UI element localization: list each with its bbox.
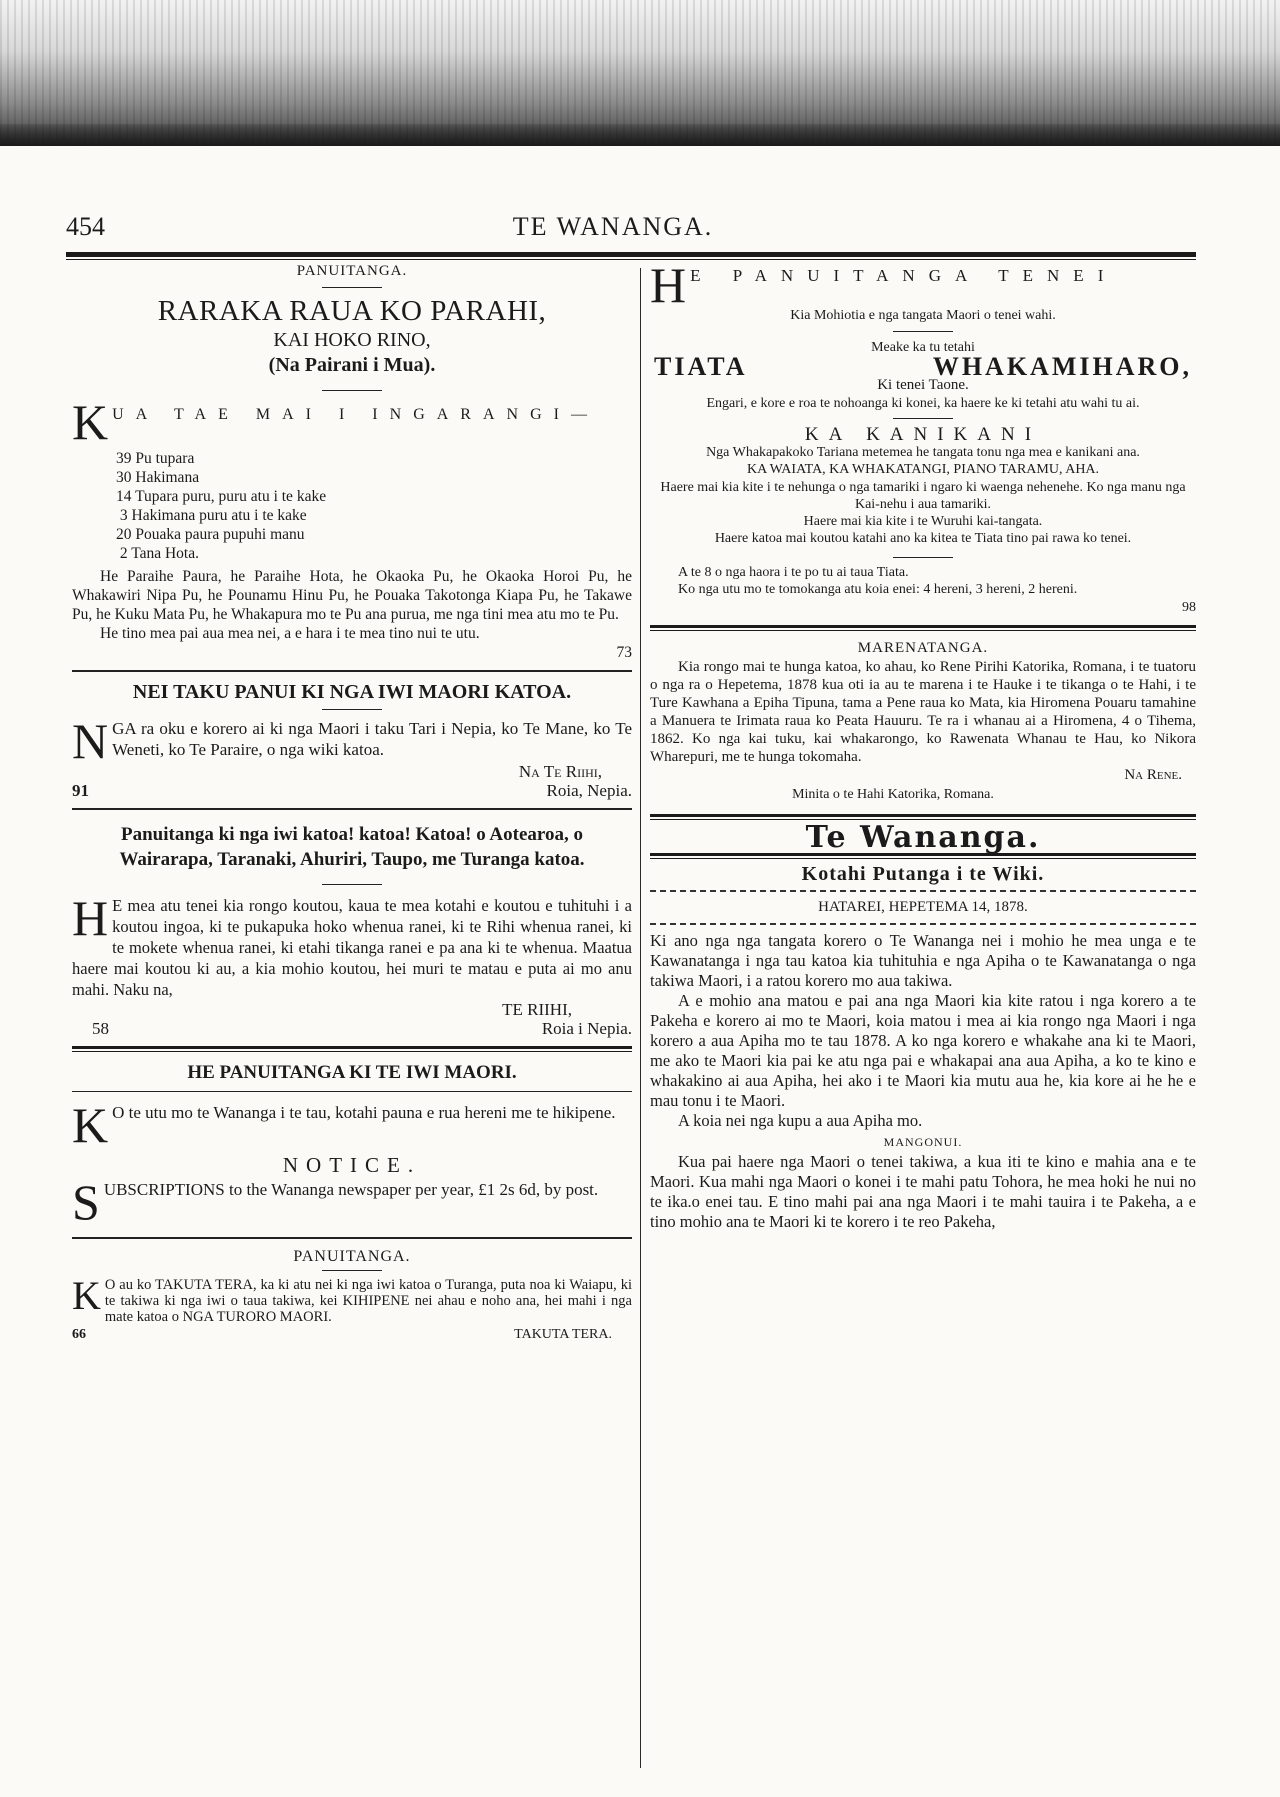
advert-closing: He tino mea pai aua mea nei, a e hara i te mea tino nui te utu.: [100, 625, 480, 642]
advert-line: KA WAIATA, KA WHAKATANGI, PIANO TARAMU, AHA.: [746, 462, 1100, 477]
drop-cap: K: [72, 1102, 109, 1146]
advert-title: Panuitanga ki nga iwi katoa! katoa! Katoa! o Aotearoa, o Wairarapa, Taranaki, Ahuriri, Taupo, me Turanga katoa.: [119, 824, 585, 870]
advert-body: E mea atu tenei kia rongo koutou, kaua te mea kotahi e koutou e tuhituhi i a koutou ingoa, ki te pukapuka hoko whenua ranei, ki te Rihi whenua ranei, ki te mokete whenua ranei, ki etahi tikanga ranei e pa ana ki te whenua. Maatua haere mai koutou ki au, a kia mohio koutou, hei muri te matau e puta ai mo anu mahi. Naku na,: [72, 896, 632, 999]
he-panuitanga-advert: [72, 1060, 632, 1146]
editorial-paragraph: Kua pai haere nga Maori o tenei takiwa, a kua iti te kino e mahia ana e te Maori. Kua mahi nga Maori o konei i te mahi patu Tohora, he mea hoki he nui no te ika.o enei tau. E tino mahi pai ana nga Maori i te mahi tauira i te Pakeha, a e tino mohio ana te Maori ki te korero i te reo Pakeha,: [650, 1152, 1196, 1231]
advert-body: GA ra oku e korero ai ki nga Maori i taku Tari i Nepia, ko Te Mane, ko Te Weneti, ko Te Paraire, o nga wiki katoa.: [112, 719, 632, 759]
advert-body: UBSCRIPTIONS to the Wananga newspaper per year, £1 2s 6d, by post.: [103, 1180, 599, 1199]
advert-number: 98: [1182, 600, 1196, 615]
newspaper-title: TE WANANGA.: [512, 212, 714, 241]
advert-number: 66: [72, 1327, 86, 1342]
advert-title: RARAKA RAUA KO PARAHI,: [157, 295, 547, 327]
drop-cap: H: [650, 262, 687, 306]
advert-number: 73: [616, 644, 632, 661]
notice-advert: [72, 1153, 632, 1223]
nei-taku-advert: [72, 680, 632, 800]
section-heading: MANGONUI.: [883, 1135, 963, 1149]
marenatanga-notice: [650, 639, 1196, 804]
advert-lead: E PANUITANGA TENEI: [690, 266, 1118, 285]
raraka-advert: [72, 262, 632, 662]
advert-body: He Paraihe Paura, he Paraihe Hota, he Okaoka Pu, he Okaoka Horoi Pu, he Whakawiri Nipa Pu, he Pounamu Hinu Pu, he Pouaka Takotonga Kiapa Pu, he Takawe Pu, he Kuku Mata Pu, he Whakapura mo te Pu ana purua, me nga tini mea atu mo te Pu.: [72, 568, 632, 623]
list-item: 30 Hakimana: [116, 469, 200, 486]
list-item: 3 Hakimana puru atu i te kake: [116, 507, 307, 524]
tiata-advert: [650, 262, 1196, 617]
advert-place: Roia i Nepia.: [541, 1019, 632, 1038]
header-rule: [66, 252, 1196, 257]
whakamiharo-word: WHAKAMIHARO,: [932, 352, 1192, 381]
page-header: [66, 212, 1160, 248]
masthead-subtitle: Kotahi Putanga i te Wiki.: [801, 863, 1045, 885]
editorial-paragraph: Ki ano nga nga tangata korero o Te Wananga nei i mohio he mea unga e te Kawanatanga i nga tau katoa kia tuhituhia e nga Apiha o te Kawanatanga o nga takiwa Maori, i a ratou korero mo aua takiwa.: [650, 931, 1196, 990]
stock-list: [116, 449, 632, 563]
takuta-advert: [72, 1247, 632, 1344]
advert-line: Nga Whakapakoko Tariana metemea he tangata tonu nga mea e kanikani ana.: [706, 445, 1140, 460]
drop-cap: K: [72, 399, 109, 443]
kanikani-heading: KA KANIKANI: [804, 424, 1042, 445]
tiata-word: TIATA: [654, 352, 748, 381]
issue-date: HATAREI, HEPETEMA 14, 1878.: [818, 899, 1028, 915]
advert-line: Haere mai kia kite i te Wuruhi kai-tangata.: [803, 514, 1043, 529]
notice-footer: Minita o te Hahi Katorika, Romana.: [792, 787, 994, 802]
editorial-paragraph: A e mohio ana matou e pai ana nga Maori kia kite ratou i nga korero a te Pakeha e korero ai mo te Maori, koia matou i mea ai kia rongo nga Maori i nga korero a aua Apiha mo te tau 1878. A ko nga korero e whakahe ana ki te Maori, me ako te Maori kia pai ke atu nga pai e whakapai ana aua Apiha, a ko te kino e whakakino ai aua Apiha, hei ako i te Maori kia mutu aua he, kia kore ai he he e mau tonu i te Maori.: [650, 991, 1196, 1110]
notice-body: Kia rongo mai te hunga katoa, ko ahau, ko Rene Pirihi Katorika, Romana, i te tuatoru o nga ra o Hepetema, 1878 kua oti ia au te marena i te Hauke i te tikanga o te Hahi, i te Ture Kawhana a Epiha Tipuna, tama a Pene raua ko Mata, kia Hiromena Pouaru tamahine a Manuera te Irimata raua ko Peata Hauuru. Te ra i whanau ai a Hiromena, 4 o Tihema, 1862. Ko nga kai tuku, kai whakarongo, ko Rawenata Whanau te Hau, ko Nikora Wharepuri, me te hunga tokomaha.: [650, 659, 1196, 765]
advert-subtitle: KAI HOKO RINO,: [273, 329, 431, 351]
column-divider: [640, 268, 641, 1768]
advert-line: Kia Mohiotia e nga tangata Maori o tenei wahi.: [790, 308, 1056, 323]
advert-line: Ko nga utu mo te tomokanga atu koia enei: 4 hereni, 3 hereni, 2 hereni.: [678, 582, 1078, 597]
signature: TAKUTA TERA.: [514, 1327, 612, 1342]
advert-number: 58: [92, 1019, 109, 1038]
panuitanga-iwi-advert: [72, 818, 632, 1038]
scan-edge-artifact: [0, 0, 1280, 146]
signature: Na Rene.: [1124, 767, 1182, 783]
signature: Na Te Riihi,: [518, 762, 602, 781]
wananga-editorial: [650, 820, 1196, 1232]
advert-subtitle-2: (Na Pairani i Mua).: [268, 354, 436, 376]
left-column: [72, 262, 632, 1344]
masthead: Te Wananga.: [805, 820, 1041, 855]
advert-line: A te 8 o nga haora i te po tu ai taua Tiata.: [678, 565, 909, 580]
drop-cap: H: [72, 895, 109, 946]
advert-label: PANUITANGA.: [293, 1248, 411, 1265]
advert-number: 91: [72, 781, 89, 800]
drop-cap: K: [72, 1277, 101, 1318]
advert-line: Haere katoa mai koutou katahi ano ka kitea te Tiata tino pai rawa ko tenei.: [714, 531, 1132, 546]
notice-title: MARENATANGA.: [857, 640, 989, 656]
signature: TE RIIHI,: [502, 1000, 572, 1019]
drop-cap: S: [72, 1179, 100, 1223]
editorial-paragraph: A koia nei nga kupu a aua Apiha mo.: [678, 1111, 923, 1130]
advert-line: Meake ka tu tetahi: [871, 340, 975, 355]
right-column: [650, 262, 1196, 1232]
list-item: 2 Tana Hota.: [116, 545, 199, 562]
advert-label: PANUITANGA.: [296, 263, 408, 279]
advert-line: Ki tenei Taone.: [877, 377, 969, 393]
list-item: 14 Tupara puru, puru atu i te kake: [116, 488, 327, 505]
advert-line: Engari, e kore e roa te nohoanga ki konei, ka haere ke ki tetahi atu wahi tu ai.: [706, 396, 1140, 411]
advert-body: O au ko TAKUTA TERA, ka ki atu nei ki nga iwi katoa o Turanga, puta noa ki Waiapu, ki te takiwa ki nga iwi o taua takiwa, kei KIHIPENE nei ahau e noho ana, hei mahi i nga mate katoa o NGA TURORO MAORI.: [104, 1277, 632, 1325]
drop-cap: N: [72, 718, 109, 762]
advert-title: HE PANUITANGA KI TE IWI MAORI.: [187, 1062, 517, 1083]
advert-lead: UA TAE MAI I INGARANGI—: [112, 406, 599, 423]
list-item: 39 Pu tupara: [116, 450, 195, 467]
advert-body: O te utu mo te Wananga i te tau, kotahi pauna e rua hereni me te hikipene.: [112, 1103, 616, 1122]
advert-place: Roia, Nepia.: [546, 781, 632, 800]
header-rule-thin: [66, 259, 1196, 260]
advert-line: Haere mai kia kite i te nehunga o nga tamariki i ngaro ki waenga nehenehe. Ko nga manu nga Kai-nehu i aua tamariki.: [660, 480, 1186, 512]
page-number: 454: [66, 212, 105, 241]
advert-title: NOTICE.: [282, 1153, 422, 1177]
advert-title: NEI TAKU PANUI KI NGA IWI MAORI KATOA.: [132, 681, 572, 703]
list-item: 20 Pouaka paura pupuhi manu: [116, 526, 305, 543]
